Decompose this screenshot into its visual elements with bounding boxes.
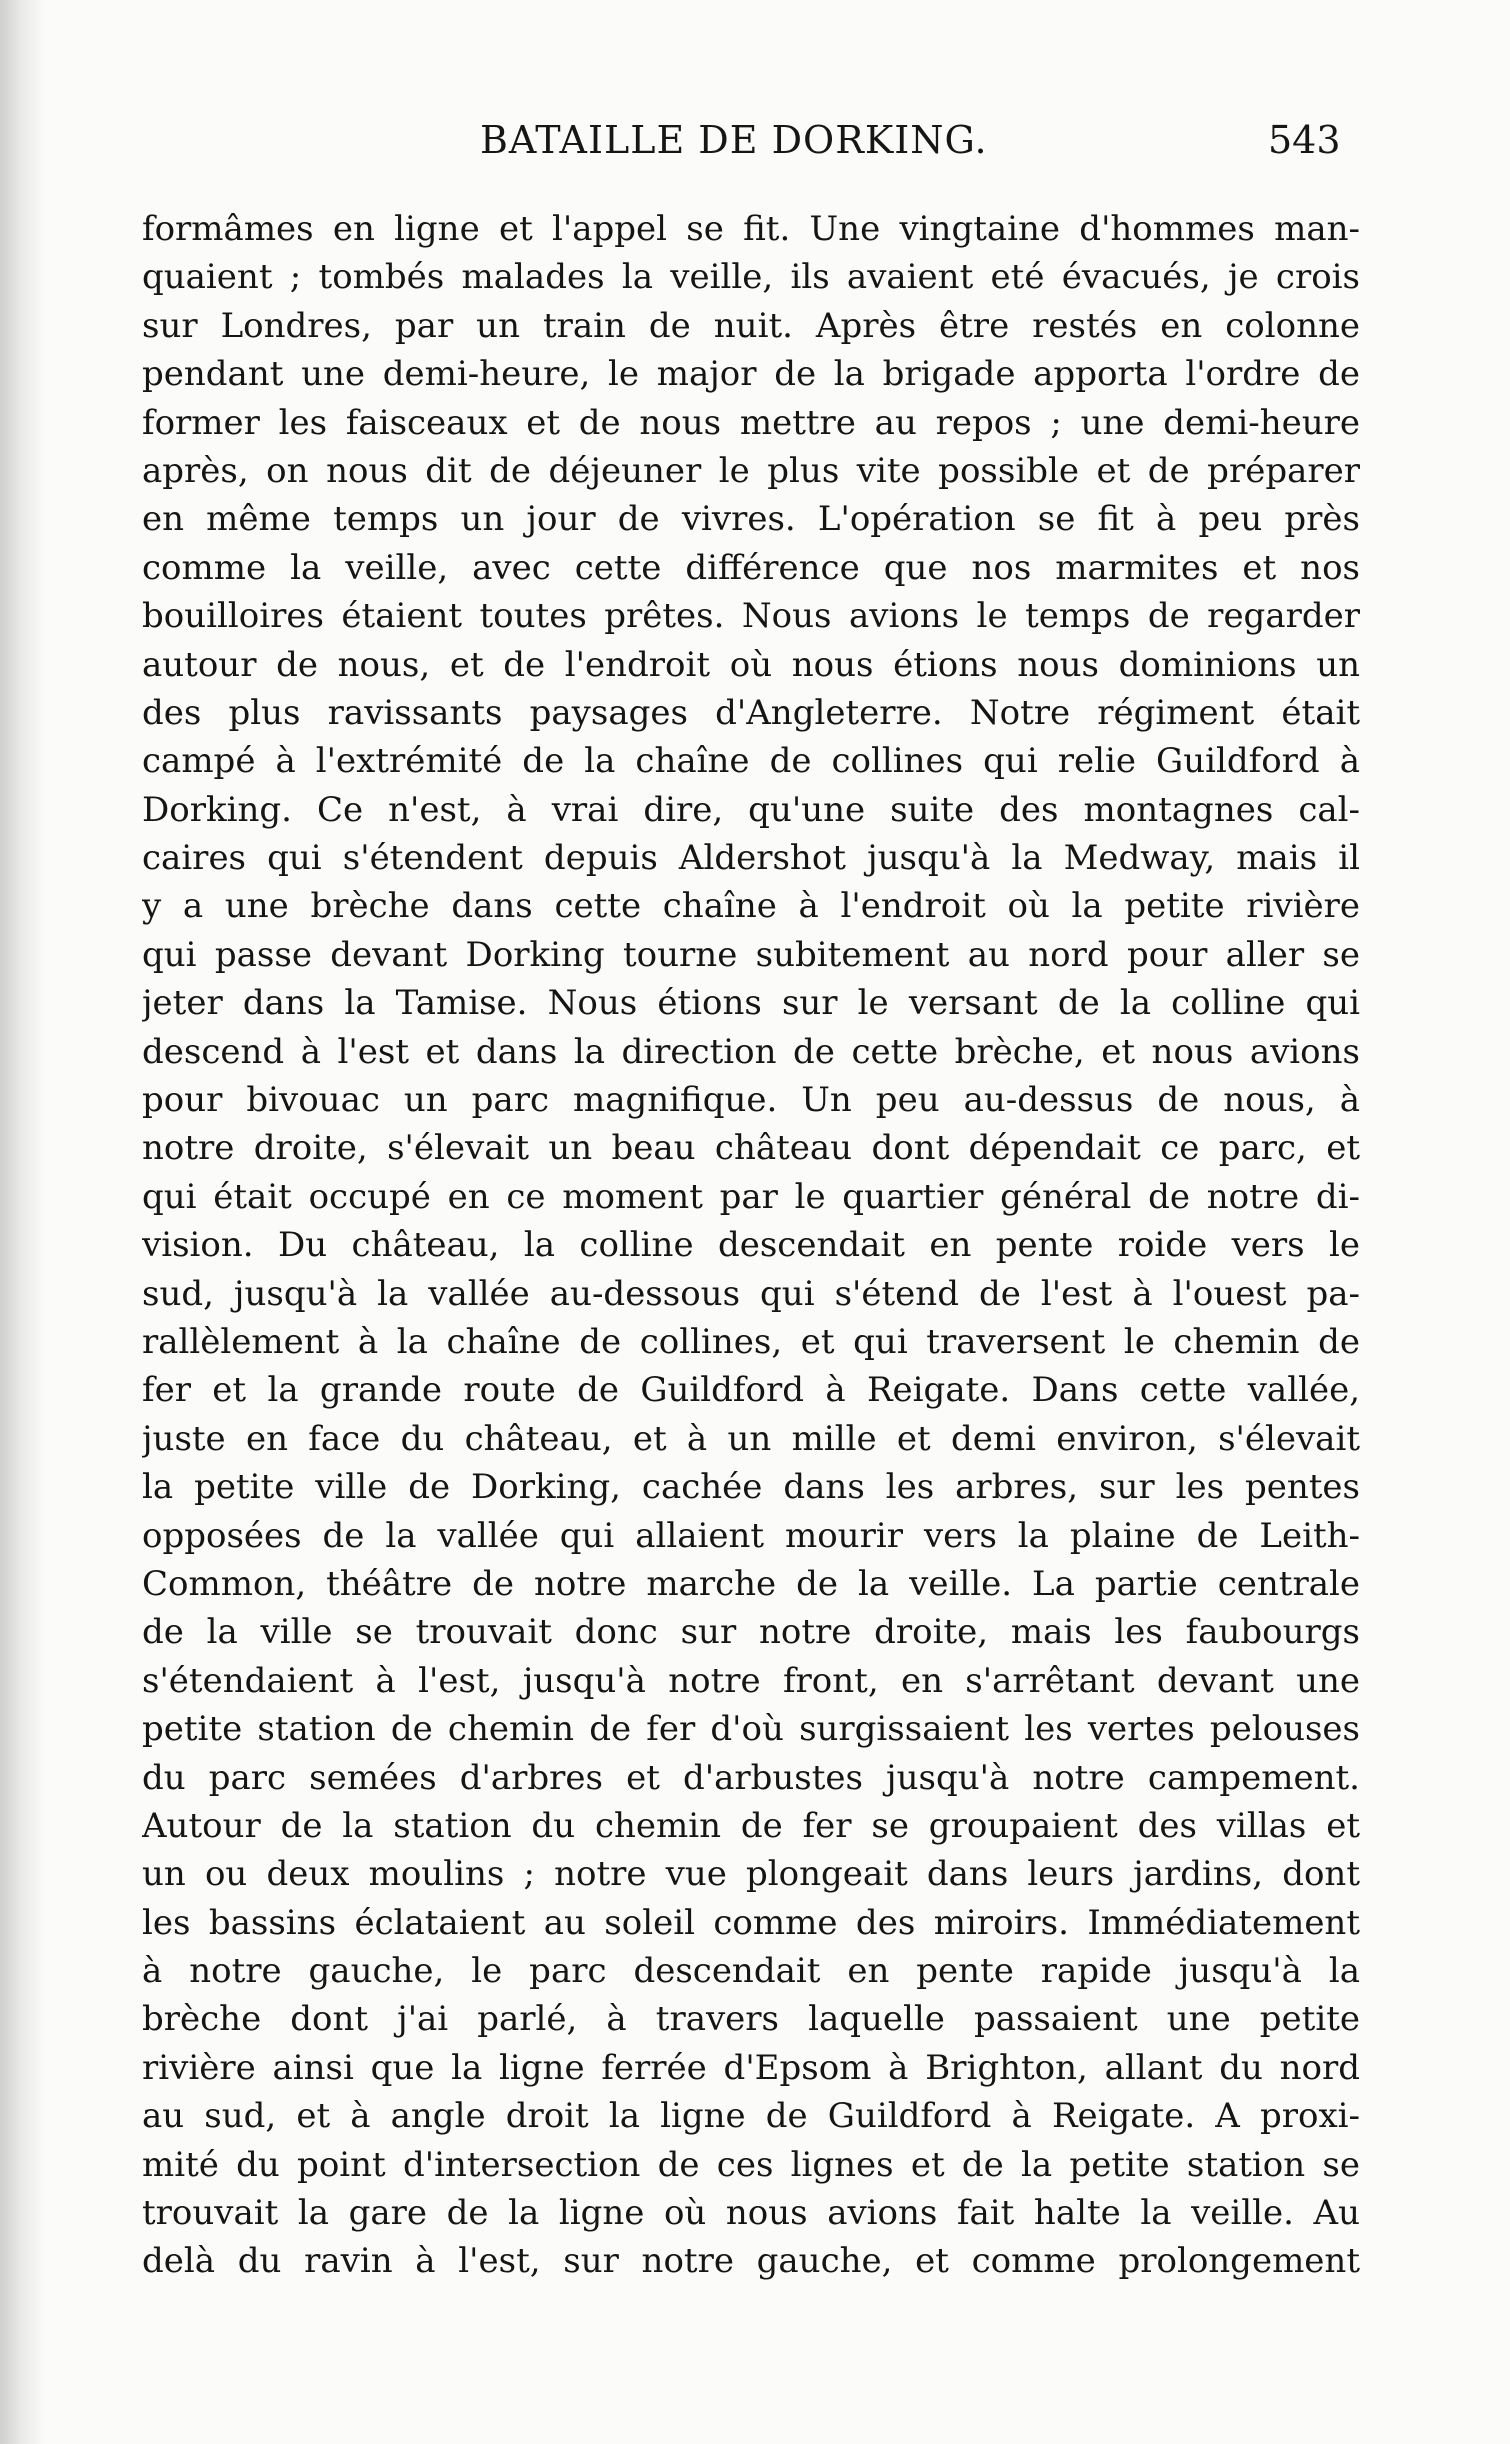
text-line: petite station de chemin de fer d'où surgissaient les vertes pelouses [142,1709,1360,1750]
running-title: BATAILLE DE DORKING. [480,118,988,162]
page-binding-edge [0,0,46,2444]
text-line: rivière ainsi que la ligne ferrée d'Epsom à Brighton, allant du nord [142,2047,1360,2088]
text-line: sud, jusqu'à la vallée au-dessous qui s'étend de l'est à l'ouest pa- [142,1273,1360,1314]
text-line: opposées de la vallée qui allaient mourir vers la plaine de Leith- [142,1515,1360,1556]
text-line: en même temps un jour de vivres. L'opération se fit à peu près [142,499,1360,540]
text-line: bouilloires étaient toutes prêtes. Nous avions le temps de regarder [142,596,1360,637]
text-line: pendant une demi-heure, le major de la brigade apporta l'ordre de [142,354,1360,395]
text-line: comme la veille, avec cette différence que nos marmites et nos [142,547,1360,588]
page-number: 543 [1268,118,1341,162]
text-line: au sud, et à angle droit la ligne de Guildford à Reigate. A proxi- [142,2096,1360,2137]
text-line: descend à l'est et dans la direction de cette brèche, et nous avions [142,1031,1360,1072]
text-line: notre droite, s'élevait un beau château dont dépendait ce parc, et [142,1128,1360,1169]
text-line: qui était occupé en ce moment par le quartier général de notre di- [142,1176,1360,1217]
text-line: jeter dans la Tamise. Nous étions sur le versant de la colline qui [142,983,1360,1024]
text-line: sur Londres, par un train de nuit. Après être restés en colonne [142,305,1360,346]
text-line: fer et la grande route de Guildford à Reigate. Dans cette vallée, [142,1370,1360,1411]
text-line: de la ville se trouvait donc sur notre droite, mais les faubourgs [142,1612,1360,1653]
text-line: des plus ravissants paysages d'Angleterre. Notre régiment était [142,692,1360,733]
text-line: delà du ravin à l'est, sur notre gauche, et comme prolongement [142,2241,1360,2282]
text-line: pour bivouac un parc magnifique. Un peu au-dessus de nous, à [142,1080,1360,1121]
text-line: les bassins éclataient au soleil comme des miroirs. Immédiatement [142,1902,1360,1943]
text-line: Common, théâtre de notre marche de la veille. La partie centrale [142,1563,1360,1604]
text-line: Autour de la station du chemin de fer se groupaient des villas et [142,1805,1360,1846]
text-line: à notre gauche, le parc descendait en pente rapide jusqu'à la [142,1951,1360,1992]
body-paragraph [142,205,1360,2334]
text-line: y a une brèche dans cette chaîne à l'endroit où la petite rivière [142,886,1360,927]
running-head [0,118,1510,178]
text-line: mité du point d'intersection de ces lignes et de la petite station se [142,2144,1360,2185]
text-line: du parc semées d'arbres et d'arbustes jusqu'à notre campement. [142,1757,1360,1798]
text-line: trouvait la gare de la ligne où nous avions fait halte la veille. Au [142,2193,1360,2234]
text-line: s'étendaient à l'est, jusqu'à notre front, en s'arrêtant devant une [142,1660,1360,1701]
text-line: la petite ville de Dorking, cachée dans les arbres, sur les pentes [142,1467,1360,1508]
text-line: après, on nous dit de déjeuner le plus vite possible et de préparer [142,450,1360,491]
text-line: autour de nous, et de l'endroit où nous étions nous dominions un [142,644,1360,685]
text-line: former les faisceaux et de nous mettre au repos ; une demi-heure [142,402,1360,443]
text-line: campé à l'extrémité de la chaîne de collines qui relie Guildford à [142,741,1360,782]
text-line: formâmes en ligne et l'appel se fit. Une vingtaine d'hommes man- [142,209,1360,249]
text-line [142,2286,1360,2334]
text-line: un ou deux moulins ; notre vue plongeait dans leurs jardins, dont [142,1854,1360,1895]
text-line: qui passe devant Dorking tourne subitement au nord pour aller se [142,934,1360,975]
text-line: brèche dont j'ai parlé, à travers laquelle passaient une petite [142,1999,1360,2040]
text-line: rallèlement à la chaîne de collines, et qui traversent le chemin de [142,1321,1360,1362]
text-line: caires qui s'étendent depuis Aldershot jusqu'à la Medway, mais il [142,838,1360,879]
text-line: quaient ; tombés malades la veille, ils avaient eté évacués, je crois [142,257,1360,298]
text-line: juste en face du château, et à un mille et demi environ, s'élevait [142,1418,1360,1459]
text-line: vision. Du château, la colline descendait en pente roide vers le [142,1225,1360,1266]
text-line: Dorking. Ce n'est, à vrai dire, qu'une suite des montagnes cal- [142,789,1360,830]
